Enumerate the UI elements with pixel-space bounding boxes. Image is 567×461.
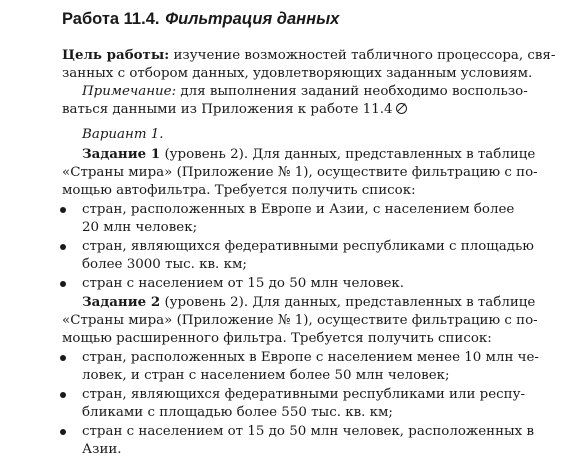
note-line-1 bbox=[82, 83, 528, 101]
note-label: Примечание: bbox=[82, 84, 177, 99]
bullet-icon bbox=[60, 207, 66, 213]
task1-line-1 bbox=[82, 146, 535, 164]
dvd-disc-icon bbox=[396, 103, 407, 114]
bullet-icon bbox=[60, 355, 66, 361]
task2-text-1: (уровень 2). Для данных, представленных в таблице bbox=[164, 295, 536, 310]
bullet-icon bbox=[60, 392, 66, 398]
work-name: Фильтрация данных bbox=[165, 10, 340, 28]
work-number: Работа 11.4. bbox=[62, 10, 160, 28]
task2-item-1-line-1: стран, расположенных в Европе с населением менее 10 млн че- bbox=[82, 350, 539, 365]
goal-label: Цель работы: bbox=[62, 47, 170, 63]
task2-line-1 bbox=[82, 294, 535, 312]
task1-item-3-line-1: стран с населением от 15 до 50 млн человек. bbox=[82, 276, 405, 291]
task1-item-1-line-1: стран, расположенных в Европе и Азии, с населением более bbox=[82, 202, 515, 217]
task2-item-2-line-1: стран, являющихся федеративными республиками или респу- bbox=[82, 387, 525, 402]
goal-text-1: изучение возможностей табличного процессора, свя- bbox=[173, 48, 556, 63]
goal-line-1 bbox=[62, 47, 555, 65]
task1-line-2: «Страны мира» (Приложение № 1), осуществите фильтрацию с по- bbox=[62, 165, 538, 180]
goal-line-2: занных с отбором данных, удовлетворяющих заданным условиям. bbox=[62, 66, 533, 81]
bullet-icon bbox=[60, 244, 66, 250]
task1-text-1: (уровень 2). Для данных, представленных в таблице bbox=[164, 147, 536, 162]
task2-line-3: мощью расширенного фильтра. Требуется получить список: bbox=[62, 331, 492, 346]
task1-item-1-line-2: 20 млн человек; bbox=[82, 220, 198, 235]
bullet-icon bbox=[60, 429, 66, 435]
task1-item-2-line-1: стран, являющихся федеративными республиками с площадью bbox=[82, 239, 534, 254]
task1-label: Задание 1 bbox=[82, 146, 161, 162]
task2-item-1-line-2: ловек, и стран с населением более 50 млн человек; bbox=[82, 368, 450, 383]
work-title bbox=[62, 9, 339, 29]
task1-line-3: мощью автофильтра. Требуется получить список: bbox=[62, 183, 416, 198]
note-line-2 bbox=[62, 101, 407, 119]
task2-item-3-line-2: Азии. bbox=[82, 442, 122, 457]
note-text-1: для выполнения заданий необходимо воспользо- bbox=[180, 84, 528, 99]
task1-item-2-line-2: более 3000 тыс. кв. км; bbox=[82, 257, 247, 272]
note-text-2: ваться данными из Приложения к работе 11.4 bbox=[62, 102, 393, 117]
task2-line-2: «Страны мира» (Приложение № 1), осуществите фильтрацию с по- bbox=[62, 313, 538, 328]
task2-item-2-line-2: бликами с площадью более 550 тыс. кв. км; bbox=[82, 405, 393, 420]
bullet-icon bbox=[60, 281, 66, 287]
task2-label: Задание 2 bbox=[82, 294, 161, 310]
task2-item-3-line-1: стран с населением от 15 до 50 млн человек, расположенных в bbox=[82, 424, 534, 439]
variant-heading: Вариант 1. bbox=[82, 127, 164, 142]
